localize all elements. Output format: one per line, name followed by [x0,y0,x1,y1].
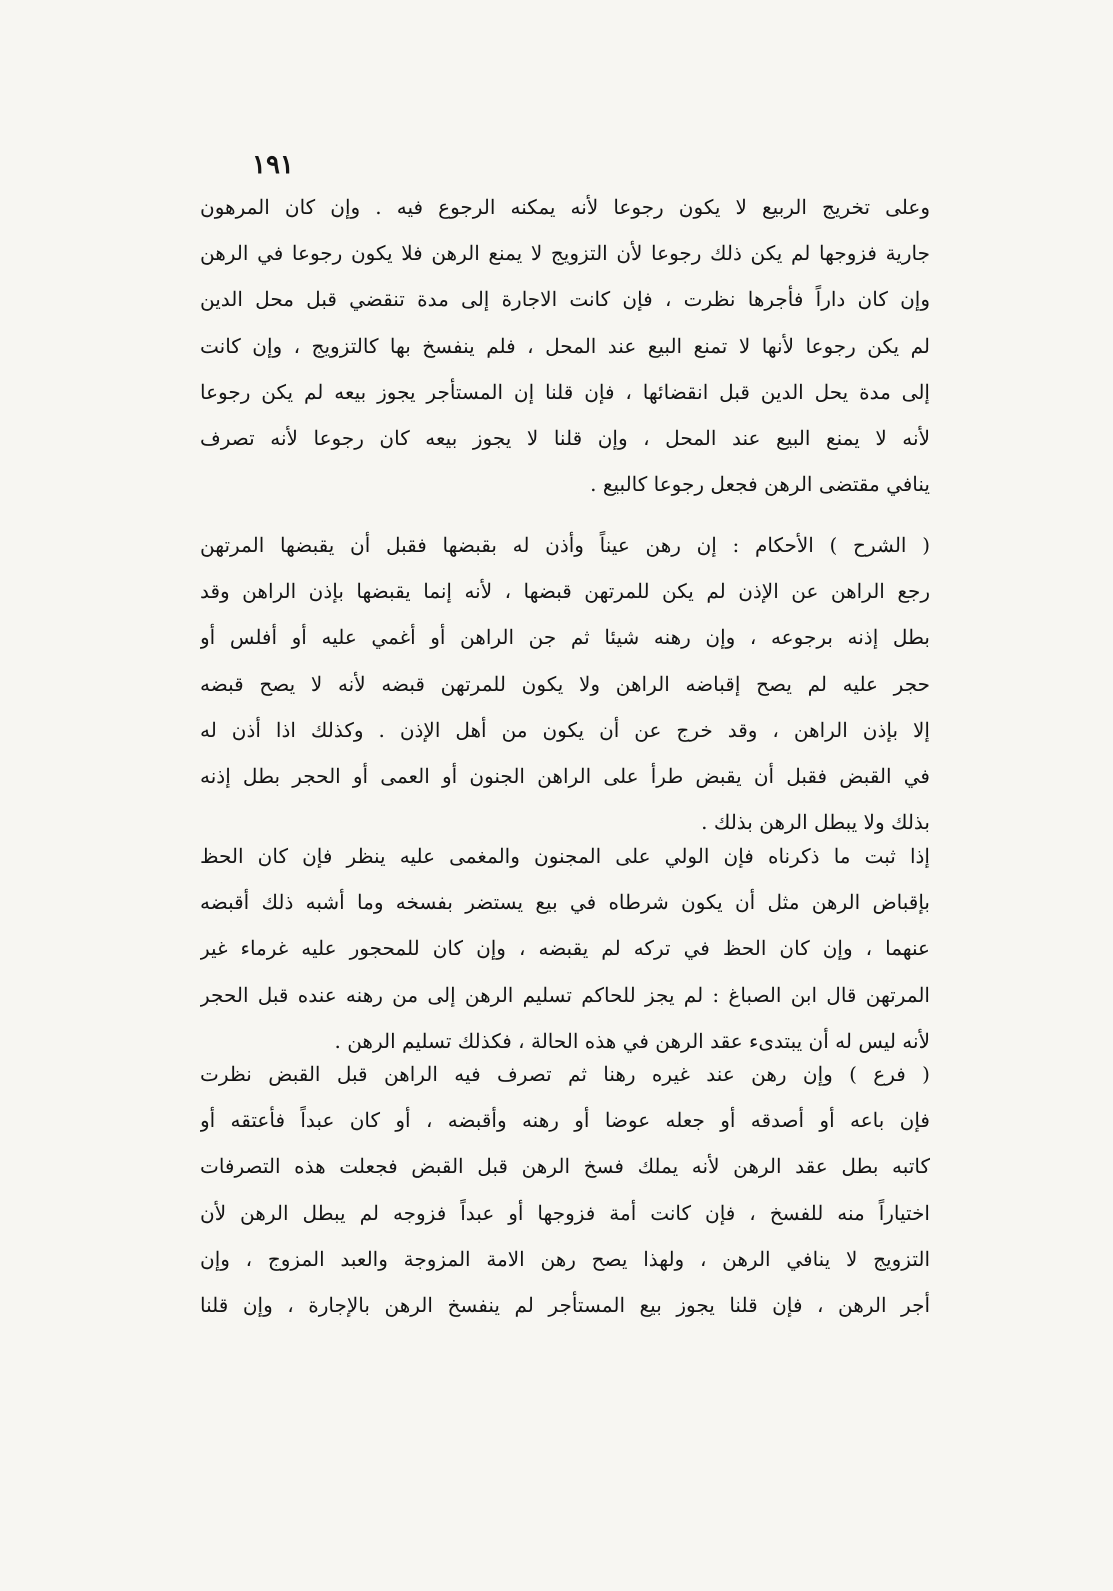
text-line: في القبض فقبل أن يقبض طرأ على الراهن الجنون أو العمى أو الحجر بطل إذنه [200,763,930,788]
text-line: كاتبه بطل عقد الرهن لأنه يملك فسخ الرهن قبل القبض فجعلت هذه التصرفات [200,1154,930,1179]
text-line: بذلك ولا يبطل الرهن بذلك . [701,810,930,835]
text-line: حجر عليه لم يصح إقباضه الراهن ولا يكون للمرتهن قبضه لأنه لا يصح قبضه [200,671,930,696]
paragraph-1 [200,184,930,507]
text-line: اختياراً منه للفسخ ، فإن كانت أمة فزوجها أو عبداً فزوجه لم يبطل الرهن لأن [200,1200,930,1225]
text-line: بإقباض الرهن مثل أن يكون شرطاه في بيع يستضر بفسخه وما أشبه ذلك أقبضه [200,890,930,915]
text-line: لم يكن رجوعا لأنها لا تمنع البيع عند المحل ، فلم ينفسخ بها كالتزويج ، وإن كانت [200,333,930,358]
paragraph-4 [200,1051,930,1328]
text-line: أجر الرهن ، فإن قلنا يجوز بيع المستأجر لم ينفسخ الرهن بالإجارة ، وإن قلنا [200,1292,930,1317]
text-line: إذا ثبت ما ذكرناه فإن الولي على المجنون والمغمى عليه ينظر فإن كان الحظ [200,844,930,868]
text-line: وعلى تخريج الربيع لا يكون رجوعا لأنه يمكنه الرجوع فيه . وإن كان المرهون [200,195,930,219]
text-line: ( فرع ) وإن رهن عند غيره رهنا ثم تصرف فيه الراهن قبل القبض نظرت [200,1062,930,1086]
text-line: وإن كان داراً فأجرها نظرت ، فإن كانت الاجارة إلى مدة تنقضي قبل محل الدين [200,287,930,312]
text-line: عنهما ، وإن كان الحظ في تركه لم يقبضه ، وإن كان للمحجور عليه غرماء غير [200,936,930,961]
text-line: المرتهن قال ابن الصباغ : لم يجز للحاكم تسليم الرهن إلى من رهنه عنده قبل الحجر [200,982,930,1007]
text-line: ينافي مقتضى الرهن فجعل رجوعا كالبيع . [590,472,930,497]
paragraph-3 [200,833,930,1064]
text-line: إلى مدة يحل الدين قبل انقضائها ، فإن قلنا إن المستأجر يجوز بيعه لم يكن رجوعا [200,379,930,404]
text-line: إلا بإذن الراهن ، وقد خرج عن أن يكون من أهل الإذن . وكذلك اذا أذن له [200,717,930,742]
text-line: جارية فزوجها لم يكن ذلك رجوعا لأن التزويج لا يمنع الرهن فلا يكون رجوعا في الرهن [200,241,930,266]
text-line: لأنه لا يمنع البيع عند المحل ، وإن قلنا لا يجوز بيعه كان رجوعا لأنه تصرف [200,425,930,450]
text-line: بطل إذنه برجوعه ، وإن رهنه شيئا ثم جن الراهن أو أغمي عليه أو أفلس أو [200,625,930,650]
text-line: فإن باعه أو أصدقه أو جعله عوضا أو رهنه وأقبضه ، أو كان عبداً فأعتقه أو [200,1108,930,1133]
text-line: ( الشرح ) الأحكام : إن رهن عيناً وأذن له بقبضها فقبل أن يقبضها المرتهن [200,533,930,557]
text-line: التزويج لا ينافي الرهن ، ولهذا يصح رهن الامة المزوجة والعبد المزوج ، وإن [200,1246,930,1271]
text-line: رجع الراهن عن الإذن لم يكن للمرتهن قبضها ، لأنه إنما يقبضها بإذن الراهن وقد [200,579,930,604]
paragraph-2 [200,522,930,845]
text-line: لأنه ليس له أن يبتدىء عقد الرهن في هذه الحالة ، فكذلك تسليم الرهن . [334,1028,930,1053]
page-number: ١٩١ [252,150,294,180]
